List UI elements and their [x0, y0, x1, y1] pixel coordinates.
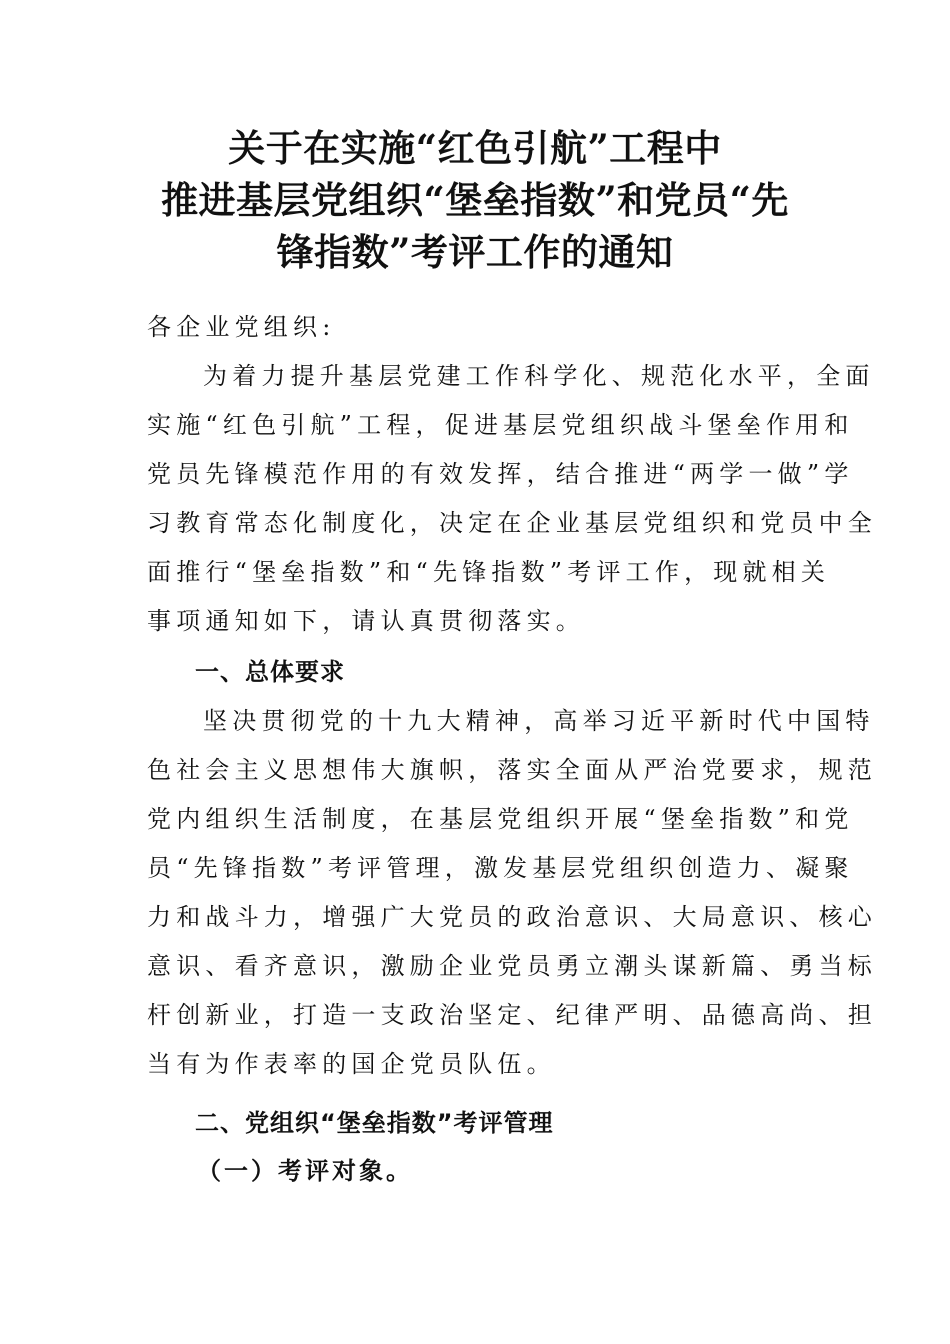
subsection-heading-evaluation-targets: （一）考评对象。	[197, 1156, 413, 1185]
paragraph-line: 实施“红色引航”工程，促进基层党组织战斗堡垒作用和	[147, 411, 854, 439]
title-line-3: 锋指数”考评工作的通知	[276, 230, 674, 274]
paragraph-line: 杆创新业，打造一支政治坚定、纪律严明、品德高尚、担	[147, 1001, 877, 1029]
intro-paragraph	[147, 352, 877, 646]
section-heading-general-requirements: 一、总体要求	[195, 658, 345, 686]
paragraph-line: 党员先锋模范作用的有效发挥，结合推进“两学一做”学	[147, 460, 854, 488]
paragraph-line: 坚决贯彻党的十九大精神，高举习近平新时代中国特	[203, 707, 875, 735]
paragraph-line: 事项通知如下，请认真贯彻落实。	[147, 607, 585, 635]
paragraph-line: 面推行“堡垒指数”和“先锋指数”考评工作，现就相关	[147, 558, 831, 586]
paragraph-line: 力和战斗力，增强广大党员的政治意识、大局意识、核心	[147, 903, 877, 931]
paragraph-line: 员“先锋指数”考评管理，激发基层党组织创造力、凝聚	[147, 854, 854, 882]
general-requirements-paragraph	[147, 697, 877, 1089]
paragraph-line: 意识、看齐意识，激励企业党员勇立潮头谋新篇、勇当标	[147, 952, 877, 980]
salutation-text: 各企业党组织:	[147, 313, 336, 341]
paragraph-line: 当有为作表率的国企党员队伍。	[147, 1050, 556, 1078]
paragraph-line: 色社会主义思想伟大旗帜，落实全面从严治党要求，规范	[147, 756, 877, 784]
paragraph-line: 习教育常态化制度化，决定在企业基层党组织和党员中全	[147, 509, 877, 537]
salutation	[147, 303, 807, 352]
document-title	[0, 122, 950, 278]
title-line-2: 推进基层党组织“堡垒指数”和党员“先	[161, 178, 789, 222]
paragraph-line: 党内组织生活制度，在基层党组织开展“堡垒指数”和党	[147, 805, 854, 833]
title-line-1: 关于在实施“红色引航”工程中	[228, 126, 722, 170]
section-heading-fortress-index: 二、党组织“堡垒指数”考评管理	[195, 1109, 554, 1137]
paragraph-line: 为着力提升基层党建工作科学化、规范化水平，全面	[203, 362, 875, 390]
